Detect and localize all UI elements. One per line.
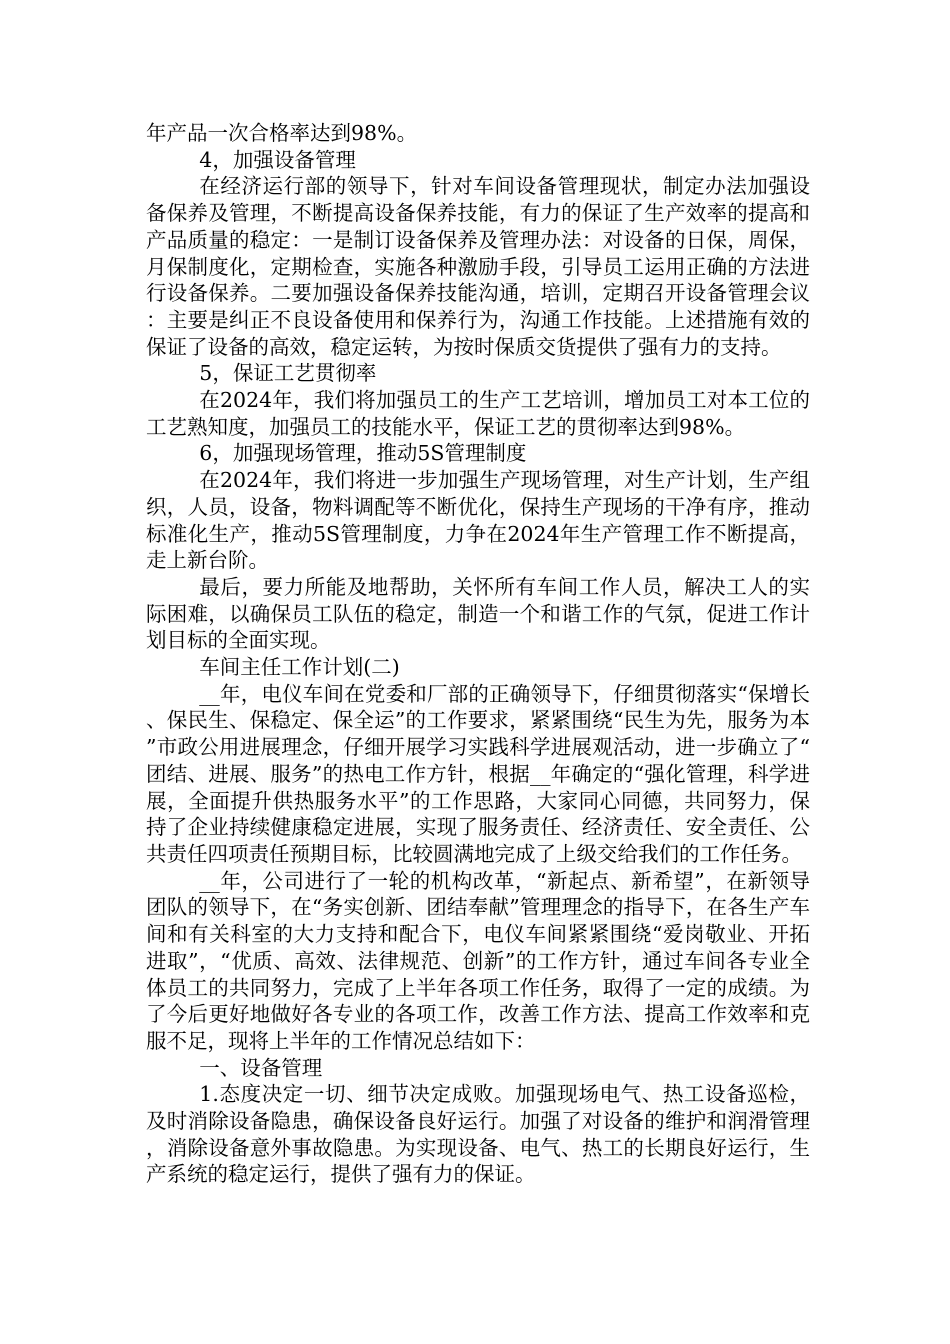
paragraph-item-1: 1.态度决定一切、细节决定成败。加强现场电气、热工设备巡检，及时消除设备隐患，确保设备良好运行。加强了对设备的维护和润滑管理，消除设备意外事故隐患。为实现设备、电气、热工的长期良好运行，生产系统的稳定运行，提供了强有力的保证。 <box>146 1082 810 1187</box>
paragraph-reform-summary: __年，公司进行了一轮的机构改革，“新起点、新希望”，在新领导团队的领导下，在“务实创新、团结奉献”管理理念的指导下，在各生产车间和有关科室的大力支持和配合下，电仪车间紧紧围绕“爱岗敬业、开拓进取”，“优质、高效、法律规范、创新”的工作方针，通过车间各专业全体员工的共同努力，完成了上半年各项工作任务，取得了一定的成绩。为了今后更好地做好各专业的各项工作，改善工作方法、提高工作效率和克服不足，现将上半年的工作情况总结如下： <box>146 868 810 1053</box>
paragraph-equipment-management: 在经济运行部的领导下，针对车间设备管理现状，制定办法加强设备保养及管理，不断提高设备保养技能，有力的保证了生产效率的提高和产品质量的稳定：一是制订设备保养及管理办法：对设备的日保，周保，月保制度化，定期检查，实施各种激励手段，引导员工运用正确的方法进行设备保养。二要加强设备保养技能沟通，培训，定期召开设备管理会议：主要是纠正不良设备使用和保养行为，沟通工作技能。上述措施有效的保证了设备的高效，稳定运转，为按时保质交货提供了强有力的支持。 <box>146 174 810 359</box>
paragraph-site-management: 在2024年，我们将进一步加强生产现场管理，对生产计划，生产组织，人员，设备，物料调配等不断优化，保持生产现场的干净有序，推动标准化生产，推动5S管理制度，力争在2024年生产管理工作不断提高，走上新台阶。 <box>146 468 810 573</box>
paragraph-continuation: 年产品一次合格率达到98%。 <box>146 121 418 145</box>
section-heading-6: 6，加强现场管理，推动5S管理制度 <box>199 441 527 466</box>
section-heading-4: 4，加强设备管理 <box>199 147 356 172</box>
document-body <box>146 120 810 1188</box>
plan-title-2: 车间主任工作计划(二) <box>199 655 400 680</box>
paragraph-workshop-overview: __年，电仪车间在党委和厂部的正确领导下，仔细贯彻落实“保增长、保民生、保稳定、保全运”的工作要求，紧紧围绕“民生为先，服务为本”市政公用进展理念，仔细开展学习实践科学进展观活动，进一步确立了“团结、进展、服务”的热电工作方针，根据__年确定的“强化管理，科学进展，全面提升供热服务水平”的工作思路，大家同心同德，共同努力，保持了企业持续健康稳定进展，实现了服务责任、经济责任、安全责任、公共责任四项责任预期目标，比较圆满地完成了上级交给我们的工作任务。 <box>146 681 810 866</box>
section-heading-equipment: 一、设备管理 <box>199 1055 323 1080</box>
paragraph-process-rate: 在2024年，我们将加强员工的生产工艺培训，增加员工对本工位的工艺熟知度，加强员工的技能水平，保证工艺的贯彻率达到98%。 <box>146 388 810 439</box>
paragraph-closing: 最后，要力所能及地帮助，关怀所有车间工作人员，解决工人的实际困难，以确保员工队伍的稳定，制造一个和谐工作的气氛，促进工作计划目标的全面实现。 <box>146 574 810 653</box>
section-heading-5: 5，保证工艺贯彻率 <box>199 361 377 386</box>
